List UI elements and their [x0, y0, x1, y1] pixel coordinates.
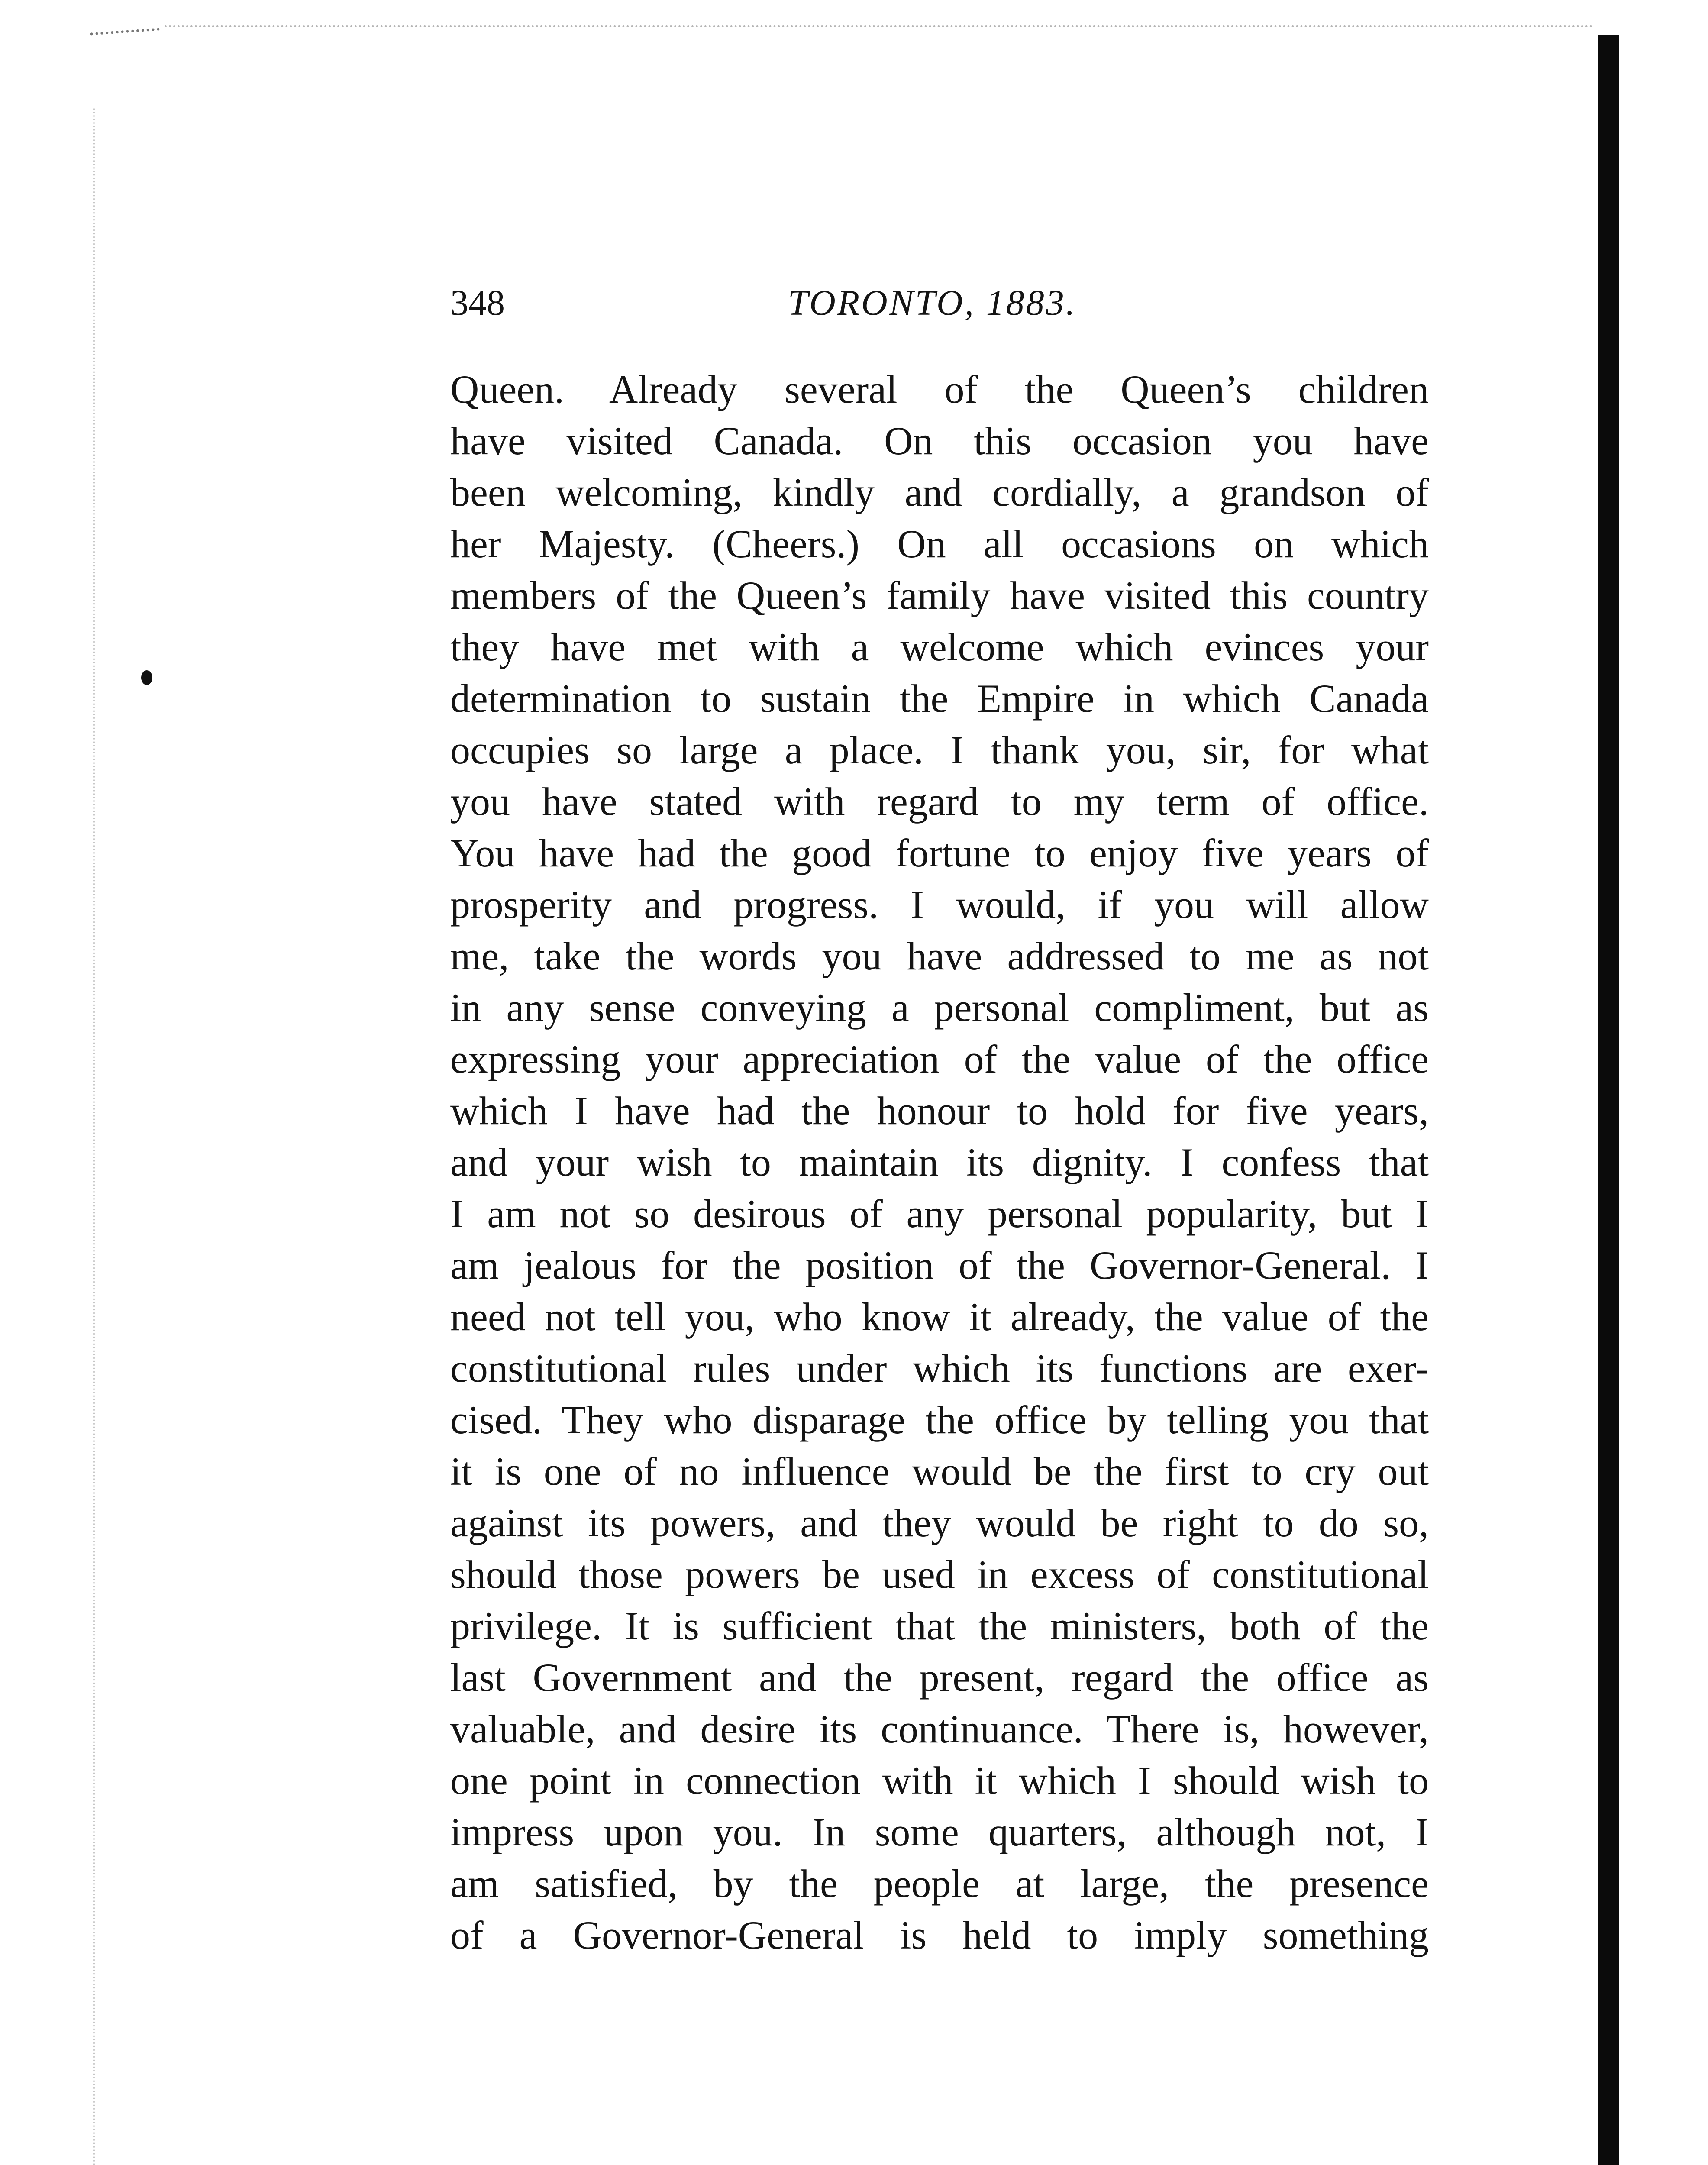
scan-edge-top — [165, 25, 1593, 27]
text-line: constitutional rules under which its functions are exer- — [450, 1346, 1429, 1390]
text-line: of a Governor-General is held to imply something — [450, 1913, 1429, 1957]
text-line: need not tell you, who know it already, the value of the — [450, 1295, 1429, 1339]
text-line: one point in connection with it which I should wish to — [450, 1758, 1429, 1803]
text-line: You have had the good fortune to enjoy five years of — [450, 831, 1429, 875]
text-line: have visited Canada. On this occasion you have — [450, 419, 1429, 463]
text-line: been welcoming, kindly and cordially, a grandson of — [450, 470, 1429, 514]
text-line: which I have had the honour to hold for five years, — [450, 1089, 1429, 1133]
page-number: 348 — [450, 283, 505, 323]
text-line: prosperity and progress. I would, if you will allow — [450, 882, 1429, 927]
text-line: should those powers be used in excess of constitutional — [450, 1552, 1429, 1596]
binding-edge — [1598, 35, 1619, 2165]
scan-corner-top-left — [90, 28, 161, 52]
text-line: I am not so desirous of any personal popularity, but I — [450, 1192, 1429, 1236]
text-line: occupies so large a place. I thank you, sir, for what — [450, 728, 1429, 772]
text-line: determination to sustain the Empire in which Canada — [450, 676, 1429, 721]
text-line: privilege. It is sufficient that the ministers, both of the — [450, 1604, 1429, 1648]
ink-spot — [141, 670, 152, 685]
running-title: TORONTO, 1883. — [788, 283, 1077, 323]
text-line: her Majesty. (Cheers.) On all occasions on which — [450, 522, 1429, 566]
text-line: Queen. Already several of the Queen’s children — [450, 367, 1429, 411]
text-line: me, take the words you have addressed to me as not — [450, 934, 1429, 978]
text-line: valuable, and desire its continuance. There is, however, — [450, 1707, 1429, 1751]
text-line: they have met with a welcome which evinces your — [450, 625, 1429, 669]
body-text — [450, 364, 1429, 1961]
text-line: members of the Queen’s family have visited this country — [450, 573, 1429, 617]
text-line: am jealous for the position of the Governor-General. I — [450, 1243, 1429, 1287]
text-line: it is one of no influence would be the first to cry out — [450, 1449, 1429, 1493]
text-line: am satisfied, by the people at large, the presence — [450, 1861, 1429, 1906]
text-line: in any sense conveying a personal compliment, but as — [450, 986, 1429, 1030]
text-line: you have stated with regard to my term of office. — [450, 779, 1429, 824]
text-line: expressing your appreciation of the value of the office — [450, 1037, 1429, 1081]
text-line: against its powers, and they would be right to do so, — [450, 1501, 1429, 1545]
text-line: cised. They who disparage the office by telling you that — [450, 1398, 1429, 1442]
text-line: and your wish to maintain its dignity. I confess that — [450, 1140, 1429, 1184]
text-line: last Government and the present, regard the office as — [450, 1655, 1429, 1700]
running-head — [450, 277, 1446, 329]
scan-edge-left — [93, 108, 95, 2165]
text-line: impress upon you. In some quarters, although not, I — [450, 1810, 1429, 1854]
